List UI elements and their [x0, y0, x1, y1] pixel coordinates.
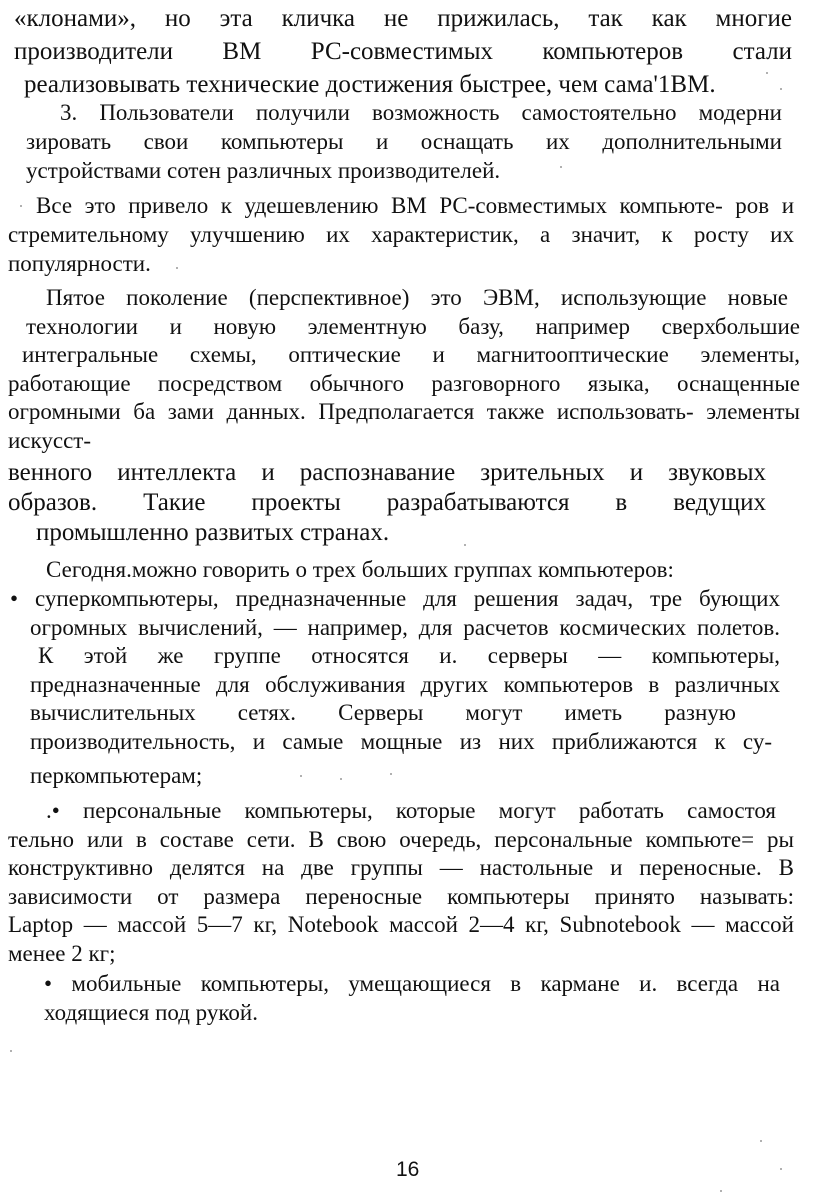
text-line: менее 2 кг; [8, 940, 116, 966]
text-line: зировать свои компьютеры и оснащать их дополнительными [26, 129, 782, 154]
text-line: технологии и новую элементную базу, например сверхбольшие [26, 313, 800, 339]
scan-speck [780, 88, 782, 90]
text-line: зависимости от размера переносные компьютеры принято называть: [8, 883, 794, 909]
text-line: 3. Пользователи получили возможность самостоятельно модерни [60, 100, 782, 125]
text-line: интегральные схемы, оптические и магнитооптические элементы, [22, 342, 800, 367]
text-line: огромных вычислений, — например, для расчетов космических полетов. [30, 614, 780, 640]
text-line: производительность, и самые мощные из них приближаются к су- [30, 728, 772, 754]
text-line: стремительному улучшению их характеристик, а значит, к росту их [8, 222, 794, 247]
scan-speck [766, 72, 768, 74]
paragraph-ai-recognition [8, 458, 766, 548]
text-line: венного интеллекта и распознавание зрительных и звуковых [8, 459, 766, 486]
scan-speck [176, 267, 178, 269]
text-line: Все это привело к удешевлению ВМ РС-совместимых компьюте- ров и [36, 193, 794, 218]
text-line: Laptop — массой 5—7 кг, Notebook массой 2—4 кг, Subnotebook — массой [8, 912, 794, 937]
paragraph-clones [14, 2, 792, 101]
text-line: ходящиеся под рукой. [44, 999, 258, 1025]
list-item-supercomputers [10, 585, 780, 796]
scan-speck [464, 544, 466, 546]
text-line: реализовывать технические достижения быстрее, чем сама'1ВМ. [24, 71, 716, 98]
paragraph-users-upgrade [26, 98, 782, 185]
text-line: популярности. [8, 251, 151, 276]
scan-speck [760, 1140, 762, 1142]
scan-speck [720, 1190, 722, 1192]
text-line: Пятое поколение (перспективное) это ЭВМ, использующие новые [46, 285, 788, 310]
text-line: Сегодня.можно говорить о трех больших группах компьютеров: [46, 557, 674, 582]
text-line: конструктивно делятся на две группы — настольные и переносные. В [8, 855, 794, 880]
list-item-mobile-computers [44, 970, 780, 1027]
paragraph-fifth-generation [8, 284, 800, 455]
scan-speck [20, 205, 22, 207]
text-line: предназначенные для обслуживания других компьютеров в различных [30, 671, 780, 697]
text-line: .• персональные компьютеры, которые могут работать самостоя [46, 798, 776, 823]
scan-speck [390, 773, 392, 775]
scan-speck [10, 1050, 12, 1052]
text-line: • мобильные компьютеры, умещающиеся в кармане и. всегда на [44, 971, 780, 996]
text-line: промышленно развитых странах. [36, 519, 390, 546]
text-line: производители ВМ РС-совместимых компьютеров стали [14, 38, 792, 65]
text-line: образов. Такие проекты разрабатываются в ведущих [8, 489, 766, 516]
text-line: К этой же группе относятся и. серверы — компьютеры, [38, 643, 780, 668]
text-line: перкомпьютерам; [30, 763, 203, 788]
scan-speck [300, 775, 302, 777]
text-line: вычислительных сетях. Серверы могут иметь разную [30, 700, 736, 725]
paragraph-price-drop [8, 191, 794, 278]
scan-speck [780, 1168, 782, 1170]
paragraph-three-groups [46, 556, 786, 585]
text-line: «клонами», но эта кличка не прижилась, так как многие [14, 5, 792, 32]
text-line: работающие посредством обычного разговорного языка, оснащенные [8, 370, 800, 396]
scan-speck [560, 166, 562, 168]
text-line: огромными ба зами данных. Предполагается также использовать- элементы [8, 399, 800, 424]
text-line: искусст- [8, 427, 91, 453]
scan-speck [340, 778, 342, 780]
text-line: устройствами сотен различных производителей. [26, 158, 501, 183]
text-line: тельно или в составе сети. В свою очередь, персональные компьюте= ры [8, 826, 794, 852]
text-line: • суперкомпьютеры, предназначенные для решения задач, тре бующих [10, 586, 780, 611]
page-number: 16 [396, 1158, 420, 1181]
list-item-personal-computers [8, 797, 794, 968]
